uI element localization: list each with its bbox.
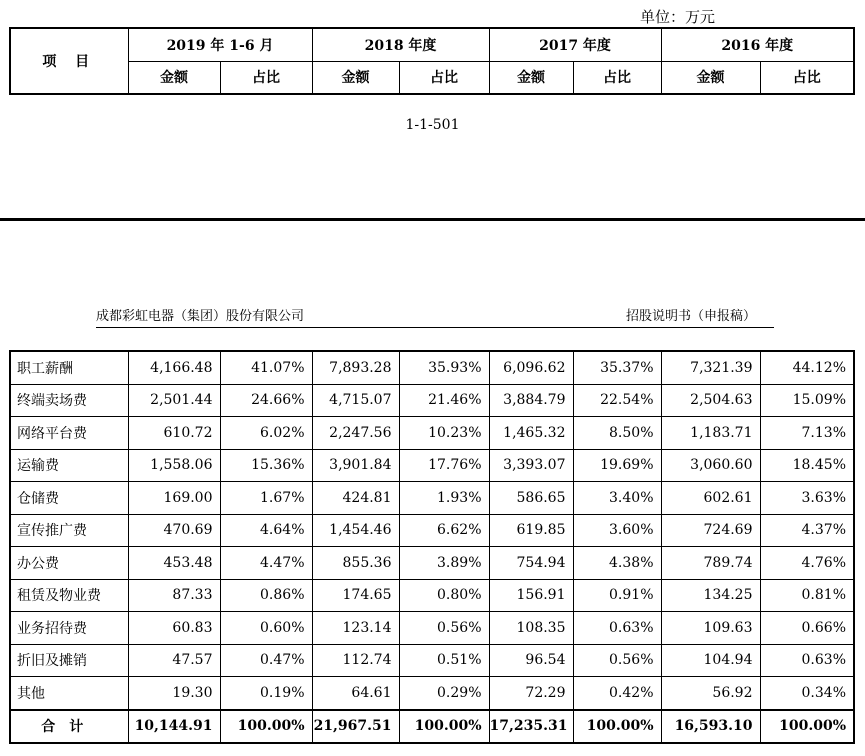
amount-cell: 3,884.79 [489,384,573,417]
amount-header: 金额 [312,61,399,94]
amount-cell: 6,096.62 [489,351,573,384]
amount-cell: 16,593.10 [661,710,760,744]
ratio-cell: 0.63% [760,644,854,677]
ratio-cell: 4.64% [220,514,312,547]
ratio-cell: 35.93% [399,351,489,384]
amount-cell: 87.33 [128,579,220,612]
ratio-cell: 0.66% [760,612,854,645]
ratio-cell: 0.19% [220,677,312,710]
amount-cell: 2,501.44 [128,384,220,417]
ratio-cell: 17.76% [399,449,489,482]
ratio-cell: 100.00% [573,710,661,744]
ratio-cell: 7.13% [760,417,854,450]
amount-cell: 610.72 [128,417,220,450]
amount-cell: 109.63 [661,612,760,645]
amount-cell: 602.61 [661,482,760,515]
amount-cell: 4,166.48 [128,351,220,384]
amount-cell: 1,454.46 [312,514,399,547]
amount-cell: 96.54 [489,644,573,677]
amount-cell: 1,183.71 [661,417,760,450]
table-row [10,612,854,645]
ratio-cell: 6.62% [399,514,489,547]
table-row [10,547,854,580]
amount-cell: 453.48 [128,547,220,580]
row-label: 折旧及摊销 [10,644,128,677]
ratio-cell: 24.66% [220,384,312,417]
ratio-cell: 4.38% [573,547,661,580]
subheader-row [10,61,854,94]
amount-cell: 4,715.07 [312,384,399,417]
amount-cell: 19.30 [128,677,220,710]
amount-cell: 3,901.84 [312,449,399,482]
amount-cell: 112.74 [312,644,399,677]
ratio-cell: 15.36% [220,449,312,482]
ratio-cell: 41.07% [220,351,312,384]
amount-cell: 3,060.60 [661,449,760,482]
ratio-cell: 21.46% [399,384,489,417]
amount-cell: 2,504.63 [661,384,760,417]
table-header [9,27,855,95]
amount-cell: 108.35 [489,612,573,645]
amount-cell: 470.69 [128,514,220,547]
row-label: 终端卖场费 [10,384,128,417]
ratio-cell: 0.29% [399,677,489,710]
amount-cell: 7,321.39 [661,351,760,384]
amount-cell: 72.29 [489,677,573,710]
ratio-cell: 3.60% [573,514,661,547]
ratio-header: 占比 [399,61,489,94]
ratio-header: 占比 [760,61,854,94]
amount-header: 金额 [128,61,220,94]
ratio-cell: 4.37% [760,514,854,547]
ratio-header: 占比 [573,61,661,94]
amount-cell: 10,144.91 [128,710,220,744]
table-row [10,677,854,710]
amount-cell: 47.57 [128,644,220,677]
row-label: 网络平台费 [10,417,128,450]
amount-header: 金额 [661,61,760,94]
table-row [10,482,854,515]
ratio-cell: 0.60% [220,612,312,645]
ratio-cell: 3.40% [573,482,661,515]
ratio-cell: 1.67% [220,482,312,515]
amount-cell: 123.14 [312,612,399,645]
row-label: 办公费 [10,547,128,580]
ratio-cell: 0.91% [573,579,661,612]
period-header-row [10,28,854,61]
amount-cell: 169.00 [128,482,220,515]
period-header: 2017 年度 [489,28,661,61]
amount-cell: 60.83 [128,612,220,645]
ratio-cell: 3.89% [399,547,489,580]
total-row [10,710,854,744]
row-label: 业务招待费 [10,612,128,645]
ratio-cell: 19.69% [573,449,661,482]
ratio-header: 占比 [220,61,312,94]
amount-cell: 789.74 [661,547,760,580]
ratio-cell: 1.93% [399,482,489,515]
amount-cell: 724.69 [661,514,760,547]
ratio-cell: 0.42% [573,677,661,710]
ratio-cell: 0.34% [760,677,854,710]
page-separator [0,218,865,221]
row-label: 职工薪酬 [10,351,128,384]
row-label: 租赁及物业费 [10,579,128,612]
ratio-cell: 15.09% [760,384,854,417]
amount-cell: 586.65 [489,482,573,515]
table-row [10,579,854,612]
ratio-cell: 100.00% [220,710,312,744]
amount-header: 金额 [489,61,573,94]
table-row [10,417,854,450]
ratio-cell: 4.76% [760,547,854,580]
ratio-cell: 0.56% [399,612,489,645]
table-row [10,514,854,547]
amount-cell: 21,967.51 [312,710,399,744]
amount-cell: 174.65 [312,579,399,612]
amount-cell: 56.92 [661,677,760,710]
amount-cell: 3,393.07 [489,449,573,482]
ratio-cell: 0.86% [220,579,312,612]
table-row [10,449,854,482]
ratio-cell: 0.47% [220,644,312,677]
ratio-cell: 35.37% [573,351,661,384]
ratio-cell: 3.63% [760,482,854,515]
period-header: 2019 年 1-6 月 [128,28,312,61]
amount-cell: 1,465.32 [489,417,573,450]
amount-cell: 424.81 [312,482,399,515]
ratio-cell: 100.00% [399,710,489,744]
ratio-cell: 8.50% [573,417,661,450]
ratio-cell: 10.23% [399,417,489,450]
table-row [10,644,854,677]
ratio-cell: 0.80% [399,579,489,612]
amount-cell: 1,558.06 [128,449,220,482]
amount-cell: 64.61 [312,677,399,710]
period-header: 2018 年度 [312,28,489,61]
ratio-cell: 6.02% [220,417,312,450]
row-label: 仓储费 [10,482,128,515]
amount-cell: 754.94 [489,547,573,580]
ratio-cell: 18.45% [760,449,854,482]
table-row [10,351,854,384]
amount-cell: 104.94 [661,644,760,677]
unit-label: 单位：万元 [640,8,716,26]
ratio-cell: 0.81% [760,579,854,612]
table-row [10,384,854,417]
ratio-cell: 0.51% [399,644,489,677]
period-header: 2016 年度 [661,28,854,61]
page-number: 1-1-501 [405,117,460,133]
ratio-cell: 0.56% [573,644,661,677]
item-header: 项 目 [10,28,128,94]
company-name: 成都彩虹电器（集团）股份有限公司 [96,309,305,324]
row-label: 宣传推广费 [10,514,128,547]
ratio-cell: 4.47% [220,547,312,580]
header-rule [96,327,774,328]
ratio-cell: 22.54% [573,384,661,417]
row-label: 运输费 [10,449,128,482]
amount-cell: 17,235.31 [489,710,573,744]
document-type: 招股说明书（申报稿） [626,309,757,324]
amount-cell: 619.85 [489,514,573,547]
ratio-cell: 44.12% [760,351,854,384]
ratio-cell: 0.63% [573,612,661,645]
amount-cell: 156.91 [489,579,573,612]
ratio-cell: 100.00% [760,710,854,744]
amount-cell: 855.36 [312,547,399,580]
total-label: 合计 [10,710,128,744]
expense-table [9,350,855,744]
amount-cell: 7,893.28 [312,351,399,384]
amount-cell: 2,247.56 [312,417,399,450]
amount-cell: 134.25 [661,579,760,612]
row-label: 其他 [10,677,128,710]
